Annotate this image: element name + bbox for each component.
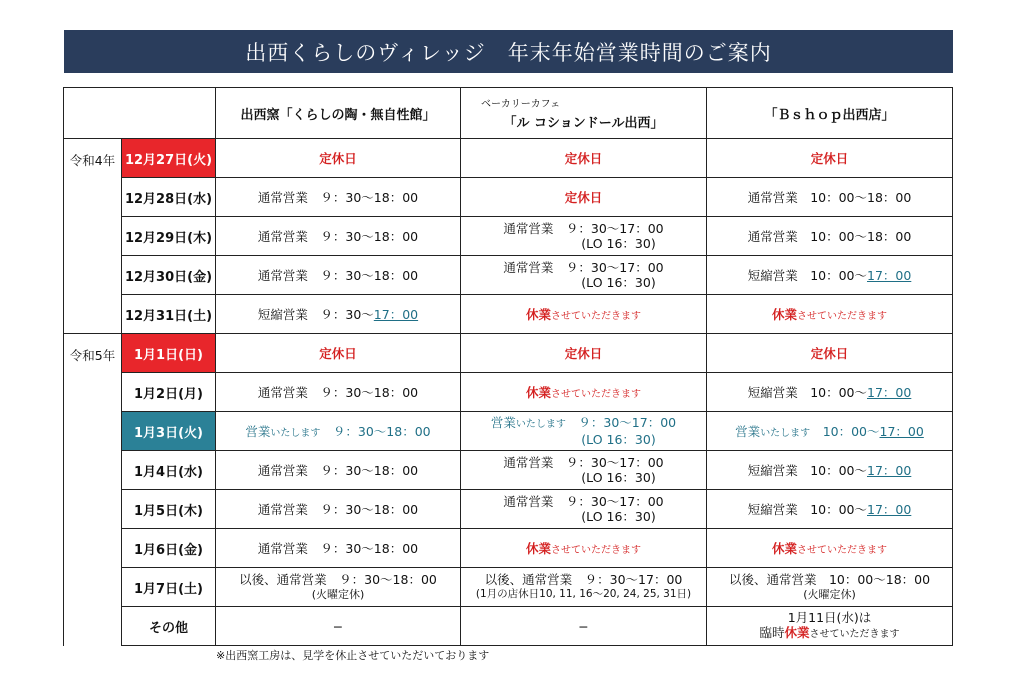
other-cell: − [461,607,707,646]
date-cell: 1月2日(月) [122,373,216,412]
table-row [64,412,953,451]
table-row [64,568,953,607]
cell-closed: 定休日 [707,139,953,178]
date-cell: 1月3日(火) [122,412,216,451]
year-label: 令和5年 [64,334,122,646]
table-row [64,217,953,256]
hours-cell: 通常営業 10：00〜18：00 [707,217,953,256]
year-label: 令和4年 [64,139,122,334]
hours-cell: 通常営業 ９：30〜17：00 (LO 16：30) [461,256,707,295]
table-row [64,256,953,295]
hours-cell: 以後、通常営業 10：00〜18：00 (火曜定休) [707,568,953,607]
table-row [64,373,953,412]
date-cell: 1月1日(日) [122,334,216,373]
date-cell: 12月28日(水) [122,178,216,217]
date-cell: 12月31日(土) [122,295,216,334]
cell-rest: 休業させていただきます [461,529,707,568]
cell-closed: 定休日 [461,139,707,178]
hours-cell: 通常営業 ９：30〜17：00 (LO 16：30) [461,451,707,490]
hours-cell: 通常営業 ９：30〜18：00 [216,373,461,412]
header-shop1: 出西窯「くらしの陶・無自性館」 [216,88,461,139]
footnote: ※出西窯工房は、見学を休止させていただいております [216,649,490,662]
hours-cell: 短縮営業 10：00〜17：00 [707,490,953,529]
hours-table [63,87,953,646]
table-row [64,490,953,529]
hours-cell: 通常営業 10：00〜18：00 [707,178,953,217]
date-cell: 1月6日(金) [122,529,216,568]
hours-cell: 通常営業 ９：30〜17：00 (LO 16：30) [461,217,707,256]
header-shop3: 「Ｂｓｈｏｐ出西店」 [707,88,953,139]
date-cell: 12月30日(金) [122,256,216,295]
cell-rest: 休業させていただきます [707,295,953,334]
hours-cell: 以後、通常営業 ９：30〜18：00 (火曜定休) [216,568,461,607]
date-cell: 12月27日(火) [122,139,216,178]
date-cell: 12月29日(木) [122,217,216,256]
cell-closed: 定休日 [707,334,953,373]
date-cell: 1月7日(土) [122,568,216,607]
hours-cell: 通常営業 ９：30〜18：00 [216,217,461,256]
hours-cell: 営業いたします 10：00〜17：00 [707,412,953,451]
hours-cell: 通常営業 ９：30〜18：00 [216,178,461,217]
other-cell: 1月11日(水)は 臨時休業させていただきます [707,607,953,646]
hours-cell: 通常営業 ９：30〜18：00 [216,451,461,490]
table-row [64,334,953,373]
table-row [64,178,953,217]
hours-cell: 営業いたします ９：30〜18：00 [216,412,461,451]
hours-cell: 通常営業 ９：30〜18：00 [216,529,461,568]
table-row [64,607,953,646]
hours-cell: 営業いたします ９：30〜17：00 (LO 16：30) [461,412,707,451]
date-cell: 1月4日(水) [122,451,216,490]
page-title: 出西くらしのヴィレッジ 年末年始営業時間のご案内 [64,30,953,73]
hours-cell: 通常営業 ９：30〜17：00 (LO 16：30) [461,490,707,529]
header-blank [64,88,216,139]
cell-closed: 定休日 [461,334,707,373]
hours-cell: 短縮営業 ９：30〜17：00 [216,295,461,334]
cell-rest: 休業させていただきます [707,529,953,568]
hours-cell: 以後、通常営業 ９：30〜17：00 (1月の店休日10, 11, 16〜20, 24, 25, 31日) [461,568,707,607]
cell-closed: 定休日 [461,178,707,217]
cell-rest: 休業させていただきます [461,295,707,334]
other-cell: − [216,607,461,646]
table-row [64,451,953,490]
table-row [64,139,953,178]
header-row [64,88,953,139]
hours-cell: 短縮営業 10：00〜17：00 [707,256,953,295]
date-cell: 1月5日(木) [122,490,216,529]
table-row [64,529,953,568]
hours-cell: 通常営業 ９：30〜18：00 [216,256,461,295]
hours-cell: 短縮営業 10：00〜17：00 [707,451,953,490]
table-row [64,295,953,334]
cell-closed: 定休日 [216,334,461,373]
date-cell: その他 [122,607,216,646]
header-shop2: ベーカリーカフェ 「ル コションドール出西」 [461,88,707,139]
hours-cell: 通常営業 ９：30〜18：00 [216,490,461,529]
hours-cell: 短縮営業 10：00〜17：00 [707,373,953,412]
cell-rest: 休業させていただきます [461,373,707,412]
cell-closed: 定休日 [216,139,461,178]
